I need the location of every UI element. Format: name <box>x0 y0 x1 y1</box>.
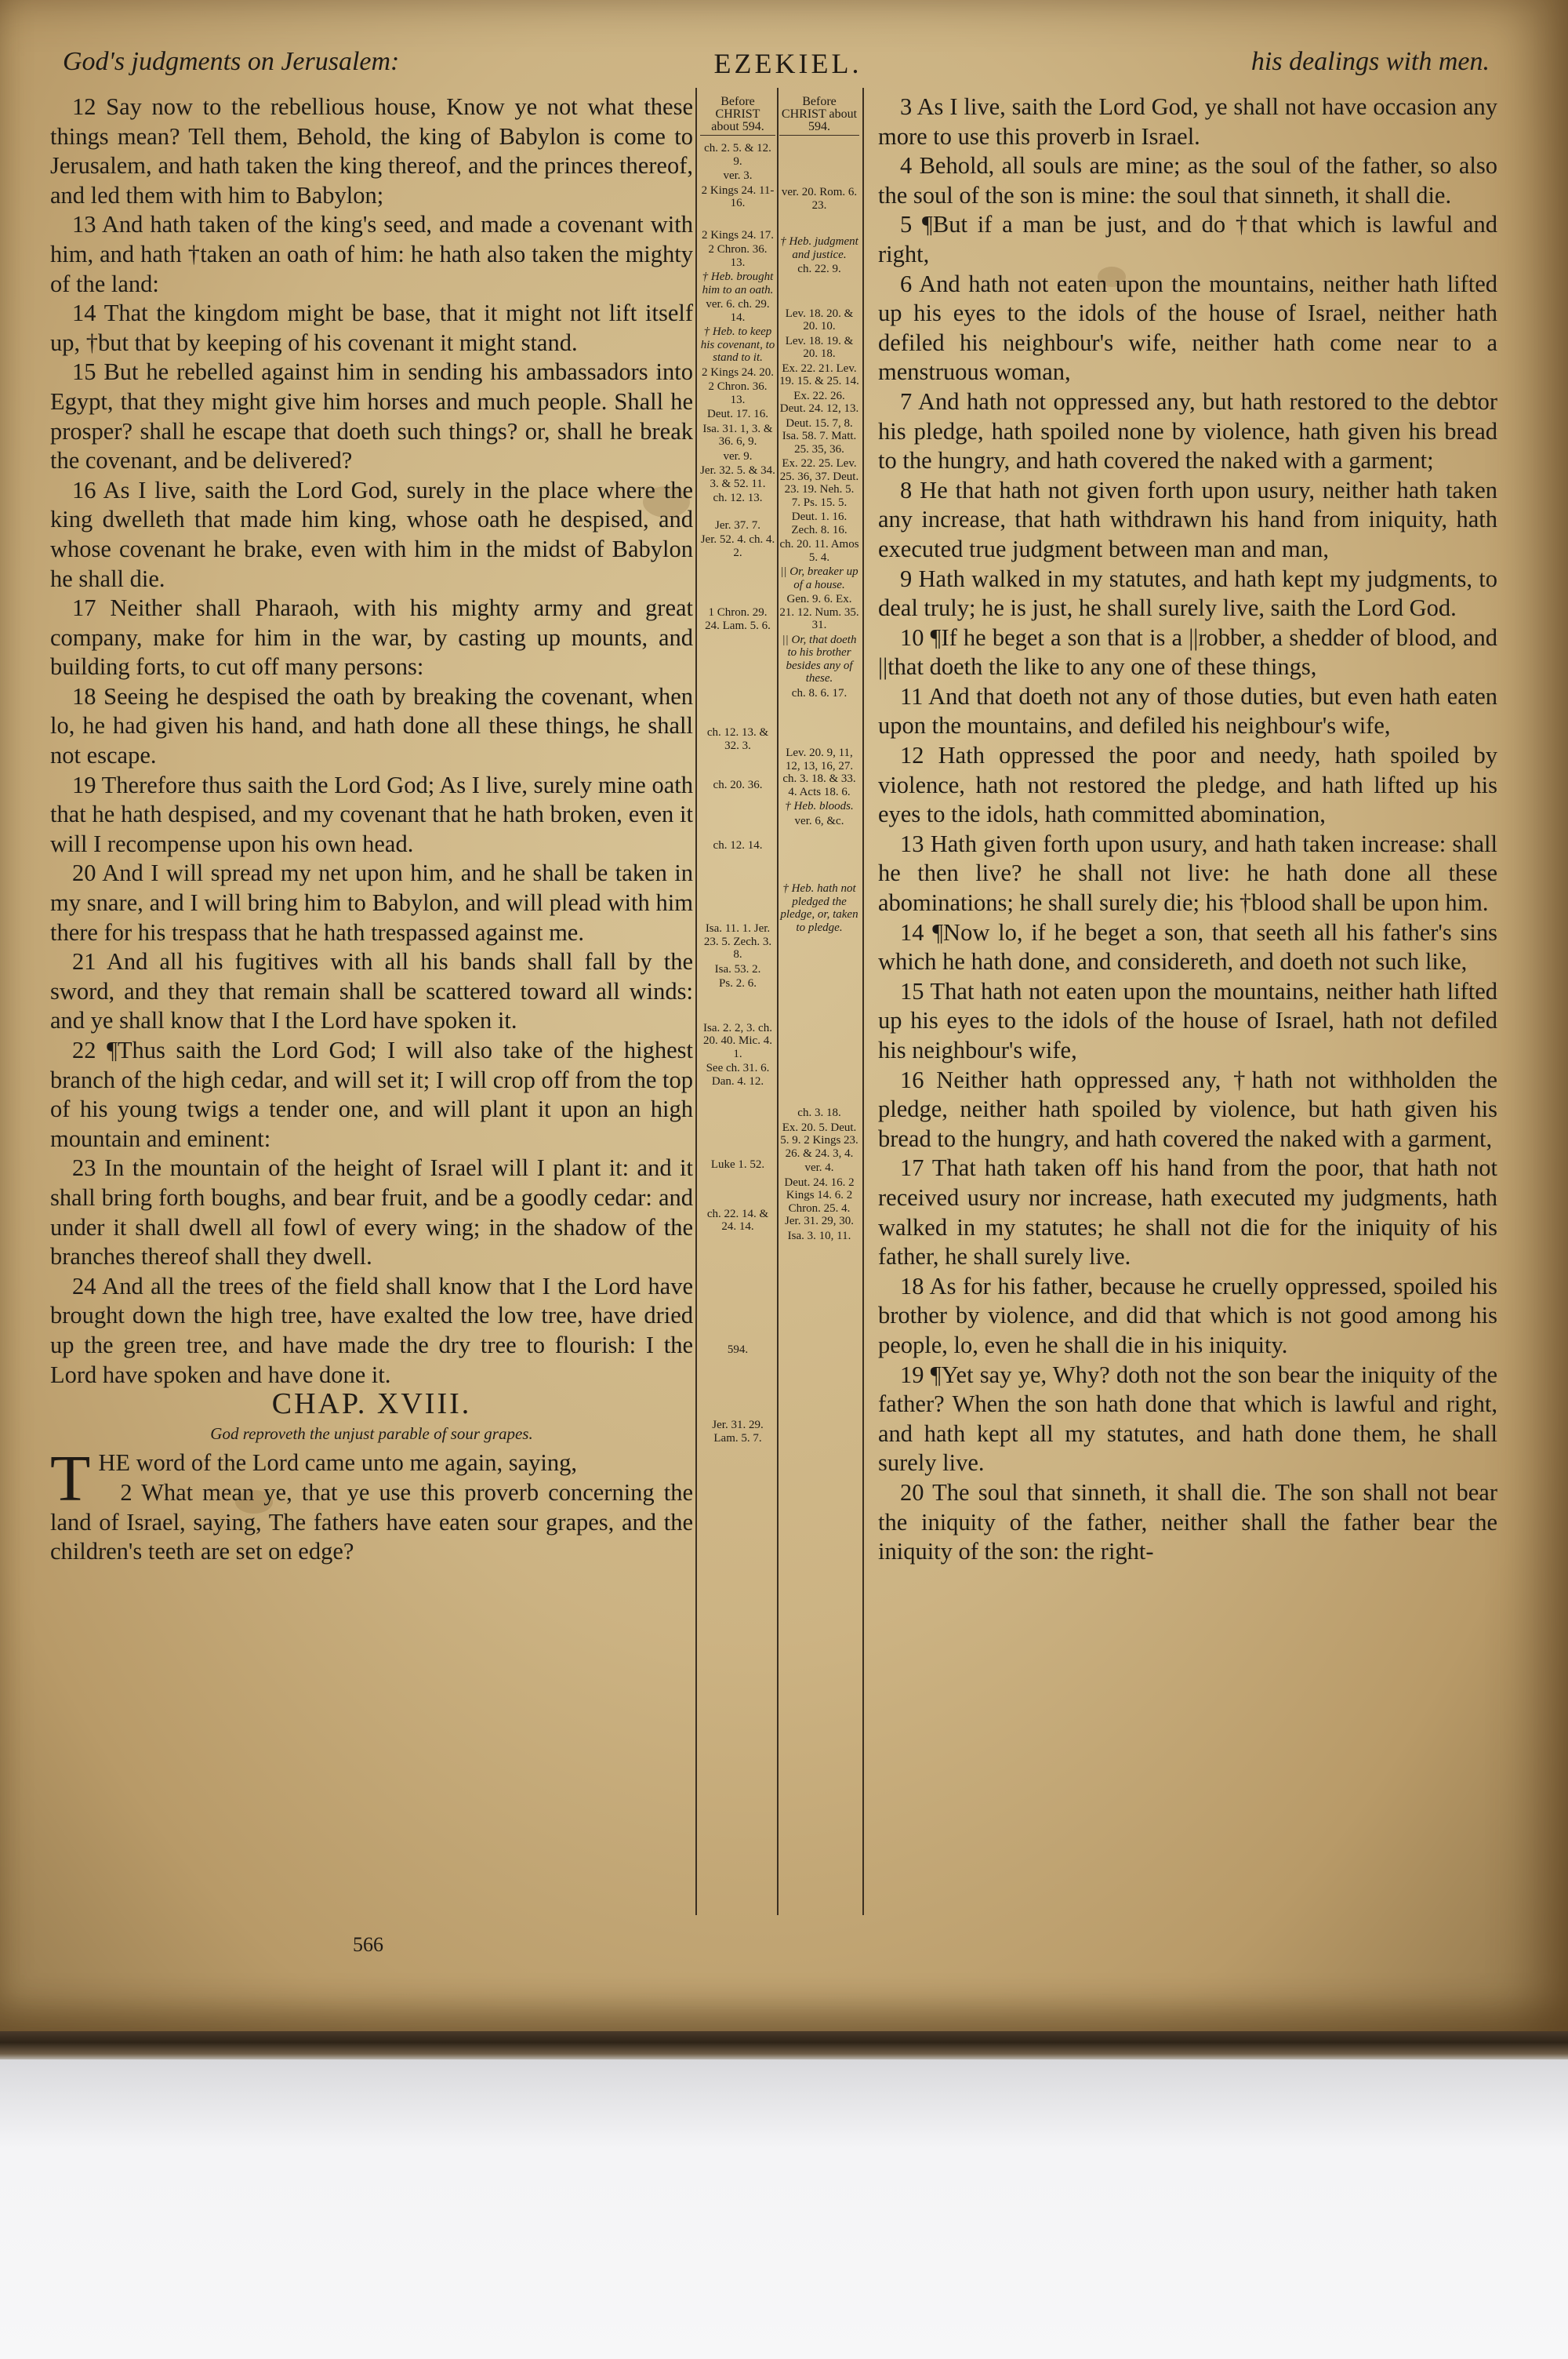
book-edge <box>0 2031 1568 2059</box>
margin-note: ver. 20. Rom. 6. 23. <box>781 186 858 212</box>
margin-note: Ex. 22. 26. Deut. 24. 12, 13. <box>779 389 859 415</box>
margin-note: || Or, breaker up of a house. <box>780 565 858 591</box>
margin-date-header: Before CHRIST about 594. <box>779 96 859 136</box>
margin-note: Gen. 9. 6. Ex. 21. 12. Num. 35. 31. <box>779 593 859 631</box>
verse: 13 Hath given forth upon usury, and hath taken increase: shall he then live? he shall not live: he hath done all these abominations; he shall surely die; his †blood shall be upon him. <box>878 830 1497 917</box>
margin-note: 2 Chron. 36. 13. <box>708 380 768 406</box>
chapter-summary: God reproveth the unjust parable of sour grapes. <box>210 1423 533 1443</box>
column-rule <box>862 88 864 1915</box>
margin-note: † Heb. bloods. <box>785 800 854 812</box>
verse: 8 He that hath not given forth upon usury, neither hath taken any increase, that hath withdrawn his hand from iniquity, hath executed true judgment between man and man, <box>878 476 1497 562</box>
margin-note: ver. 6, &c. <box>794 814 844 827</box>
margin-note: ch. 12. 13. & 32. 3. <box>706 726 769 752</box>
margin-note: Isa. 53. 2. <box>714 962 761 976</box>
margin-note: Ps. 2. 6. <box>719 977 757 990</box>
verse: 9 Hath walked in my statutes, and hath kept my judgments, to deal truly; he is just, he shall surely live, saith the Lord God. <box>878 565 1497 622</box>
margin-note: ver. 3. <box>723 169 753 182</box>
verse: 3 As I live, saith the Lord God, ye shall not have occasion any more to use this proverb in Israel. <box>878 93 1497 150</box>
margin-references-right <box>779 96 859 1244</box>
margin-note: Luke 1. 52. <box>710 1158 765 1171</box>
verse: 14 That the kingdom might be base, that it might not lift itself up, †but that by keeping of his covenant it might stand. <box>50 300 693 356</box>
verse: 10 ¶If he beget a son that is a ||robber, a shedder of blood, and ||that doeth the like to any one of these things, <box>878 623 1497 681</box>
margin-note: || Or, that doeth to his brother besides any of these. <box>782 633 857 685</box>
table-surface <box>0 2059 1568 2359</box>
margin-note: ch. 12. 13. <box>713 492 763 504</box>
margin-note: ver. 6. ch. 29. 14. <box>706 298 770 324</box>
margin-note: Jer. 52. 4. ch. 4. 2. <box>700 533 775 559</box>
verse: 22 ¶Thus saith the Lord God; I will also take of the highest branch of the high cedar, and will set it; I will crop off from the top of his young twigs a tender one, and will plant it upon an high mountain and eminent: <box>50 1037 693 1152</box>
verse: 4 Behold, all souls are mine; as the soul of the father, so also the soul of the son is mine: the soul that sinneth, it shall die. <box>878 152 1497 209</box>
margin-note: Isa. 2. 2, 3. ch. 20. 40. Mic. 4. 1. <box>703 1021 772 1060</box>
margin-note: Deut. 24. 16. 2 Kings 14. 6. 2 Chron. 25. 4. Jer. 31. 29, 30. <box>784 1176 855 1227</box>
drop-cap: T <box>50 1442 91 1516</box>
margin-note: ver. 9. <box>723 449 753 463</box>
margin-note: ch. 22. 14. & 24. 14. <box>706 1207 769 1233</box>
verse: 11 And that doeth not any of those duties, but even hath eaten upon the mountains, and defiled his neighbour's wife, <box>878 682 1497 740</box>
verse: 17 Neither shall Pharaoh, with his mighty army and great company, make for him in the war, by casting up mounts, and building forts, to cut off many persons: <box>50 594 693 681</box>
verse: 16 As I live, saith the Lord God, surely in the place where the king dwelleth that made him king, whose oath he despised, and whose covenant he brake, even with him in the midst of Babylon he shall die. <box>50 476 693 592</box>
margin-note: 1 Chron. 29. 24. Lam. 5. 6. <box>705 606 771 632</box>
margin-note: 594. <box>727 1343 749 1356</box>
verse: 15 But he rebelled against him in sending his ambassadors into Egypt, that they might give him horses and much people. Shall he prosper? shall he escape that doeth such things? or, shall he break the covenant, and be delivered? <box>50 358 693 474</box>
verse: 19 Therefore thus saith the Lord God; As I live, surely mine oath that he hath despised, and my covenant that he hath broken, even it will I recompense upon his own head. <box>50 771 693 857</box>
verse: 12 Say now to the rebellious house, Know ye not what these things mean? Tell them, Behold, the king of Babylon is come to Jerusalem, and hath taken the king thereof, and the princes thereof, and led them with him to Babylon; <box>50 93 693 209</box>
column-rule <box>695 88 697 1915</box>
margin-note: ch. 2. 5. & 12. 9. <box>704 142 771 168</box>
margin-note: 2 Kings 24. 11-16. <box>701 184 775 209</box>
running-header-right: his dealings with men. <box>1250 47 1490 76</box>
verse: 14 ¶Now lo, if he beget a son, that seeth all his father's sins which he hath done, and considereth, and doeth not such like, <box>878 918 1497 976</box>
margin-note: Isa. 11. 1. Jer. 23. 5. Zech. 3. 8. <box>703 922 772 961</box>
chapter-title: CHAP. XVIII. <box>271 1387 472 1421</box>
margin-note: Deut. 1. 16. Zech. 8. 16. <box>791 511 848 536</box>
column-rule <box>777 88 779 1915</box>
margin-note: Jer. 32. 5. & 34. 3. & 52. 11. <box>700 464 775 490</box>
margin-note: ch. 20. 11. Amos 5. 4. <box>779 538 859 564</box>
margin-note: ch. 22. 9. <box>797 263 841 275</box>
verse: 12 Hath oppressed the poor and needy, hath spoiled by violence, hath not restored the pledge, and hath lifted up his eyes to the idols, hath committed abomination, <box>878 742 1497 828</box>
verse: 13 And hath taken of the king's seed, and made a covenant with him, and hath †taken an oath of him: he hath also taken the mighty of the land: <box>50 211 693 297</box>
margin-note: ch. 12. 14. <box>713 838 763 852</box>
margin-note: Ex. 20. 5. Deut. 5. 9. 2 Kings 23. 26. & 24. 3, 4. <box>780 1121 858 1160</box>
verse: 15 That hath not eaten upon the mountains, neither hath lifted up his eyes to the idols of the house of Israel, hath not defiled his neighbour's wife, <box>878 977 1497 1063</box>
margin-date-header: Before CHRIST about 594. <box>700 96 775 136</box>
margin-note: Lev. 20. 9, 11, 12, 13, 16, 27. ch. 3. 18. & 33. 4. Acts 18. 6. <box>782 747 856 798</box>
margin-note: Isa. 3. 10, 11. <box>787 1229 851 1242</box>
margin-note: 2 Chron. 36. 13. <box>708 243 768 269</box>
verse: 19 ¶Yet say ye, Why? doth not the son bear the iniquity of the father? When the son hath done that which is lawful and right, and hath kept all my statutes, and hath done them, he shall surely live. <box>878 1361 1497 1477</box>
margin-note: ch. 3. 18. <box>797 1107 841 1119</box>
verse: 18 Seeing he despised the oath by breaking the covenant, when lo, he had given his hand, and hath done all these things, he shall not escape. <box>50 682 693 769</box>
verse: 16 Neither hath oppressed any, †hath not withholden the pledge, neither hath spoiled by violence, but hath given his bread to the hungry, and hath covered the naked with a garment, <box>878 1066 1497 1152</box>
margin-note: Isa. 31. 1, 3. & 36. 6, 9. <box>702 422 773 448</box>
verse: 23 In the mountain of the height of Israel will I plant it: and it shall bring forth boughs, and bear fruit, and be a goodly cedar: and under it shall dwell all fowl of every wing; in the shadow of the branches thereof shall they dwell. <box>50 1154 693 1270</box>
margin-note: ver. 4. <box>804 1161 834 1174</box>
running-header-left: God's judgments on Jerusalem: <box>63 47 400 76</box>
book-title: EZEKIEL. <box>713 48 862 79</box>
margin-note: See ch. 31. 6. Dan. 4. 12. <box>706 1062 770 1088</box>
verse: 18 As for his father, because he cruelly oppressed, spoiled his brother by violence, and did that which is not good among his people, lo, even he shall die in his iniquity. <box>878 1272 1497 1358</box>
margin-note: Jer. 31. 29. Lam. 5. 7. <box>712 1419 764 1445</box>
margin-note: Deut. 15. 7, 8. Isa. 58. 7. Matt. 25. 35, 36. <box>782 416 857 456</box>
margin-note: † Heb. hath not pledged the pledge, or, taken to pledge. <box>780 882 858 934</box>
margin-note: † Heb. judgment and justice. <box>780 235 858 261</box>
margin-note: ch. 20. 36. <box>713 779 763 791</box>
page-number: 566 <box>353 1933 383 1956</box>
right-text-column <box>878 93 1497 1567</box>
verse: 20 The soul that sinneth, it shall die. The son shall not bear the iniquity of the father, neither shall the father bear the iniquity of the son: the right- <box>878 1478 1497 1565</box>
verse: 17 That hath taken off his hand from the poor, that hath not received usury nor increase, hath executed my judgments, hath walked in my statutes; he shall not die for the iniquity of his father, he shall surely live. <box>878 1154 1497 1270</box>
left-text-column <box>50 93 693 1567</box>
margin-note: † Heb. to keep his covenant, to stand to it. <box>700 325 775 364</box>
margin-note: Ex. 22. 21. Lev. 19. 15. & 25. 14. <box>779 362 859 387</box>
margin-note: 2 Kings 24. 20. <box>701 365 775 379</box>
margin-note: † Heb. brought him to an oath. <box>702 271 774 296</box>
verse: 6 And hath not eaten upon the mountains, neither hath lifted up his eyes to the idols of the house of Israel, neither hath defiled his neighbour's wife, neither hath come near to a menstruous woman, <box>878 270 1497 386</box>
margin-note: 2 Kings 24. 17. <box>701 228 775 242</box>
verse: 5 ¶But if a man be just, and do †that which is lawful and right, <box>878 211 1497 267</box>
verse: 20 And I will spread my net upon him, and he shall be taken in my snare, and I will bring him to Babylon, and will plead with him there for his trespass that he hath trespassed against me. <box>50 860 693 946</box>
margin-note: Ex. 22. 25. Lev. 25. 36, 37. Deut. 23. 19. Neh. 5. 7. Ps. 15. 5. <box>779 457 859 509</box>
verse: 7 And hath not oppressed any, but hath restored to the debtor his pledge, hath spoiled none by violence, hath given his bread to the hungry, and hath covered the naked with a garment; <box>878 387 1497 474</box>
margin-note: Lev. 18. 19. & 20. 18. <box>785 334 854 360</box>
verse: 24 And all the trees of the field shall know that I the Lord have brought down the high tree, have exalted the low tree, have dried up the green tree, and have made the dry tree to flourish: I the Lord have spoken and have done it. <box>50 1272 693 1388</box>
margin-note: Jer. 37. 7. <box>715 518 760 532</box>
margin-note: Lev. 18. 20. & 20. 10. <box>785 307 854 333</box>
margin-references-left <box>700 96 775 1446</box>
verse: 21 And all his fugitives with all his bands shall fall by the sword, and they that remain shall be scattered toward all winds: and ye shall know that I the Lord have spoken it. <box>50 948 693 1034</box>
verse: HE word of the Lord came unto me again, saying, <box>98 1449 577 1477</box>
margin-note: ch. 8. 6. 17. <box>791 686 848 700</box>
verse: 2 What mean ye, that ye use this proverb concerning the land of Israel, saying, The fathers have eaten sour grapes, and the children's teeth are set on edge? <box>50 1478 693 1565</box>
margin-note: Deut. 17. 16. <box>707 408 768 420</box>
